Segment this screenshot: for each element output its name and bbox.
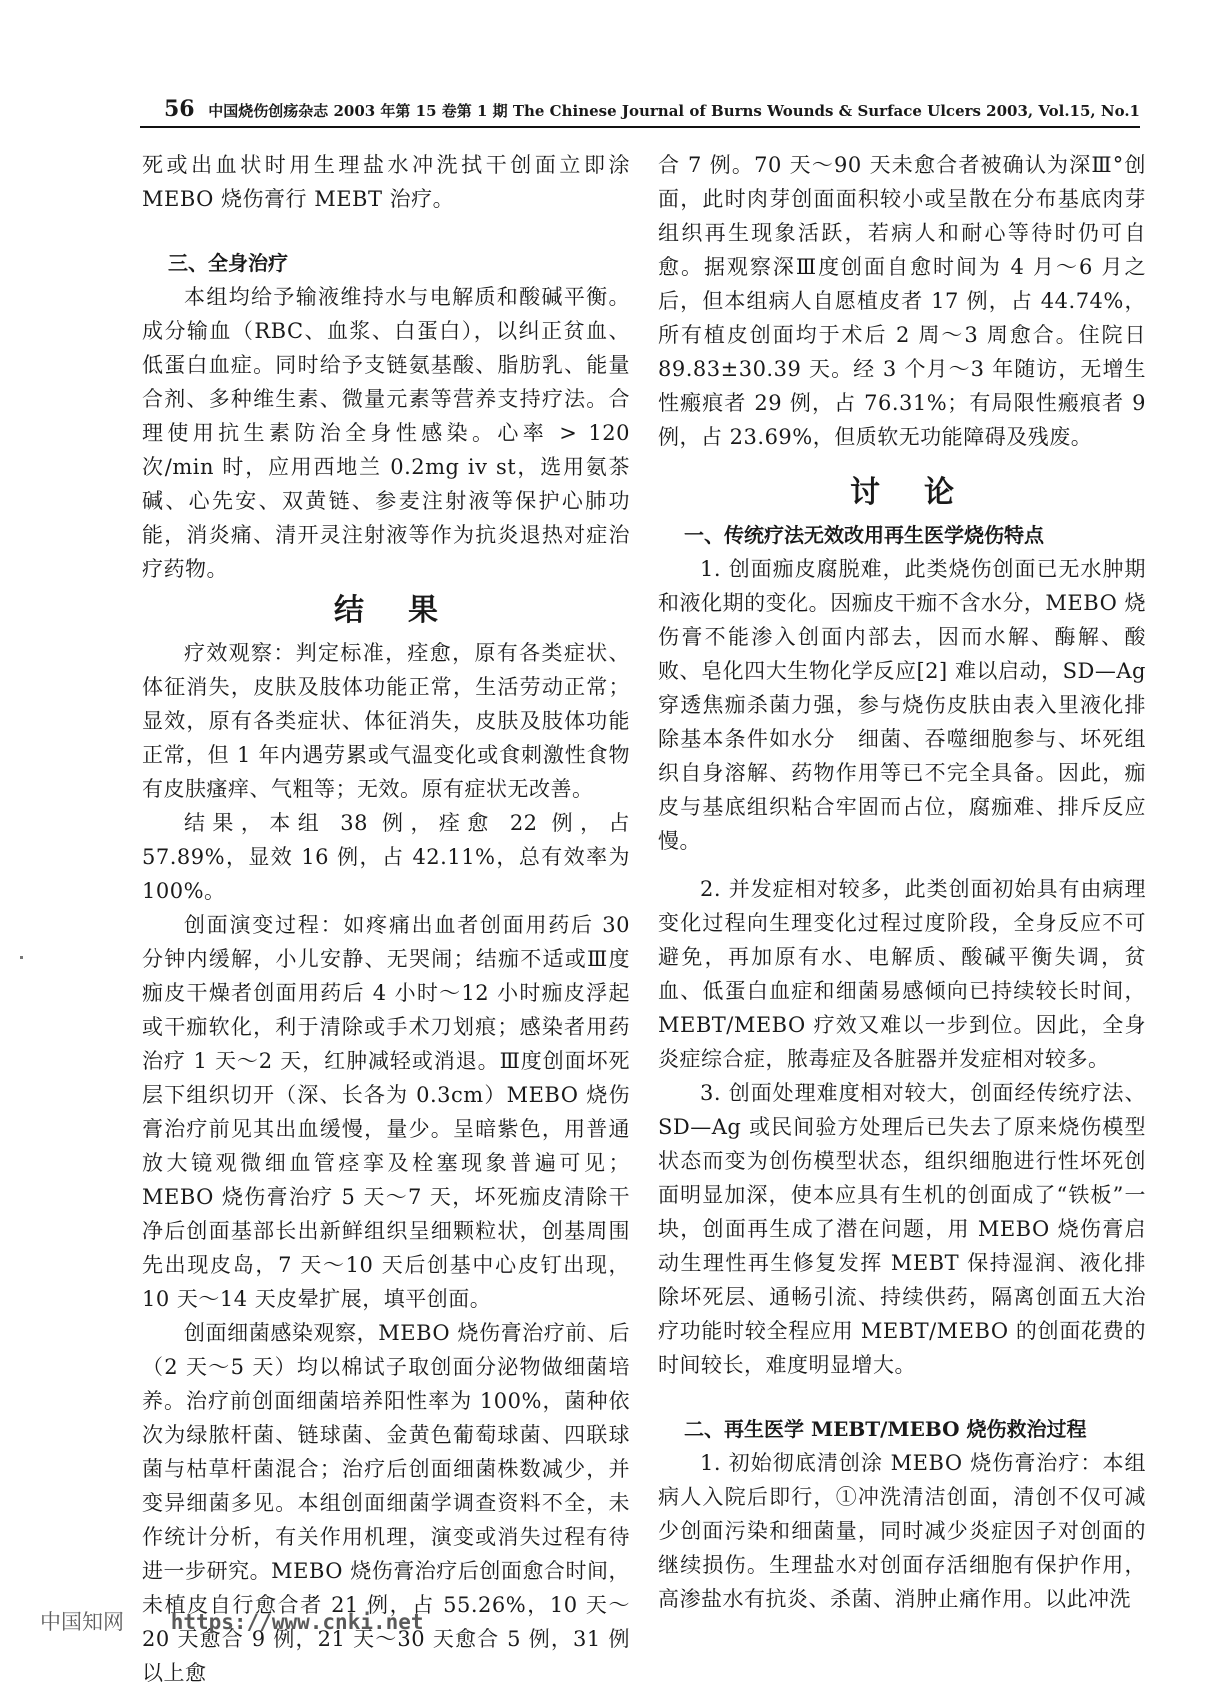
paragraph-discussion-1: 1. 创面痂皮腐脱难，此类烧伤创面已无水肿期和液化期的变化。因痂皮干痂不含水分，MEBO 烧伤膏不能渗入创面内部去，因而水解、酶解、酸败、皂化四大生物化学反应[2] 难以启动，SD—Ag 穿透焦痂杀菌力强，参与烧伤皮肤由表入里液化排除基本条件如水分 细菌、吞噬细胞参与、坏死组织自身溶解、药物作用等已不完全具备。因此，痂皮与基底组织粘合牢固而占位，腐痂难、排斥反应慢。 (658, 557, 1146, 853)
heading-discussion: 讨论 (850, 475, 998, 510)
paragraph-healing-continued: 合 7 例。70 天～90 天未愈合者被确认为深Ⅲ°创面，此时肉芽创面面积较小或呈散在分布基底肉芽组织再生现象活跃，若病人和耐心等待时仍可自愈。据观察深Ⅲ度创面自愈时间为 4 月～6 月之后，但本组病人自愿植皮者 17 例，占 44.74%，所有植皮创面均于术后 2 周～3 周愈合。住院日 89.83±30.39 天。经 3 个月～3 年随访，无增生性瘢痕者 29 例，占 76.31%；有局限性瘢痕者 9 例，占 23.69%，但质软无功能障碍及残废。 (658, 153, 1146, 449)
heading-results: 结果 (334, 593, 482, 628)
site-name: 中国知网 (40, 1610, 124, 1634)
right-column (658, 148, 1146, 1616)
paragraph-discussion-2: 2. 并发症相对较多，此类创面初始具有由病理变化过程向生理变化过程过度阶段，全身反应不可避免，再加原有水、电解质、酸碱平衡失调，贫血、低蛋白血症和细菌易感倾向已持续较长时间，MEBT/MEBO 疗效又难以一步到位。因此，全身炎症综合症，脓毒症及各脏器并发症相对较多。 (658, 877, 1146, 1071)
margin-mark (20, 956, 23, 959)
running-header (140, 96, 1140, 128)
paragraph-efficacy-criteria: 疗效观察：判定标准，痊愈，原有各类症状、体征消失，皮肤及肢体功能正常，生活劳动正常；显效，原有各类症状、体征消失，皮肤及肢体功能正常，但 1 年内遇劳累或气温变化或食刺激性食物有皮肤瘙痒、气粗等；无效。原有症状无改善。 (142, 641, 630, 801)
paragraph-discussion-3: 3. 创面处理难度相对较大，创面经传统疗法、SD—Ag 或民间验方处理后已失去了原来烧伤模型状态而变为创伤模型状态，组织细胞进行性坏死创面明显加深，使本应具有生机的创面成了“铁板”一块，创面再生成了潜在问题，用 MEBO 烧伤膏启动生理性再生修复发挥 MEBT 保持湿润、液化排除坏死层、通畅引流、持续供药，隔离创面五大治疗功能时较全程应用 MEBT/MEBO 的创面花费的时间较长，难度明显增大。 (658, 1081, 1146, 1377)
paragraph-systemic-treatment: 本组均给予输液维持水与电解质和酸碱平衡。成分输血（RBC、血浆、白蛋白），以纠正贫血、低蛋白血症。同时给予支链氨基酸、脂肪乳、能量合剂、多种维生素、微量元素等营养支持疗法。合理使用抗生素防治全身性感染。心率 > 120 次/min 时，应用西地兰 0.2mg iv st，选用氨茶碱、心先安、双黄链、参麦注射液等保护心肺功能，消炎痛、清开灵注射液等作为抗炎退热对症治疗药物。 (142, 285, 630, 581)
journal-running-head: 中国烧伤创疡杂志 2003 年第 15 卷第 1 期 The Chinese Journal of Burns Wounds & Surface Ulcers 2003, Vol.15, No.1 (208, 102, 1140, 120)
site-url: https://www.cnki.net (170, 1610, 424, 1634)
watermark-footer (40, 1606, 424, 1636)
paragraph-bacterial-infection: 创面细菌感染观察，MEBO 烧伤膏治疗前、后（2 天～5 天）均以棉试子取创面分泌物做细菌培养。治疗前创面细菌培养阳性率为 100%，菌种依次为绿脓杆菌、链球菌、金黄色葡萄球菌、四联球菌与枯草杆菌混合；治疗后创面细菌株数减少，并变异细菌多见。本组创面细菌学调查资料不全，未作统计分析，有关作用机理，演变或消失过程有待进一步研究。MEBO 烧伤膏治疗后创面愈合时间，未植皮自行愈合者 21 例，占 55.26%，10 天～20 天愈合 9 例，21 天～30 天愈合 5 例，31 例以上愈 (142, 1321, 630, 1685)
paragraph-wound-evolution: 创面演变过程：如疼痛出血者创面用药后 30 分钟内缓解，小儿安静、无哭闹；结痂不适或Ⅲ度痂皮干燥者创面用药后 4 小时～12 小时痂皮浮起或干痂软化，利于清除或手术刀划痕；感染者用药治疗 1 天～2 天，红肿减轻或消退。Ⅲ度创面坏死层下组织切开（深、长各为 0.3cm）MEBO 烧伤膏治疗前见其出血缓慢，量少。呈暗紫色，用普通放大镜观微细血管痉挛及栓塞现象普遍可见；MEBO 烧伤膏治疗 5 天～7 天，坏死痂皮清除干净后创面基部长出新鲜组织呈细颗粒状，创基周围先出现皮岛，7 天～10 天后创基中心皮钉出现，10 天～14 天皮晕扩展，填平创面。 (142, 913, 630, 1311)
paragraph-regenerative-1: 1. 初始彻底清创涂 MEBO 烧伤膏治疗：本组病人入院后即行，①冲洗清洁创面，清创不仅可减少创面污染和细菌量，同时减少炎症因子对创面的继续损伤。生理盐水对创面存活细胞有保护作用，高渗盐水有抗炎、杀菌、消肿止痛作用。以此冲洗 (658, 1451, 1146, 1611)
left-column (142, 148, 630, 1690)
heading-systemic-treatment: 三、全身治疗 (168, 251, 288, 275)
heading-regenerative-treatment: 二、再生医学 MEBT/MEBO 烧伤救治过程 (684, 1417, 1087, 1441)
heading-traditional-therapy: 一、传统疗法无效改用再生医学烧伤特点 (684, 523, 1044, 547)
page-number: 56 (164, 96, 195, 122)
paragraph-method-continued: 死或出血状时用生理盐水冲洗拭干创面立即涂 MEBO 烧伤膏行 MEBT 治疗。 (142, 153, 630, 211)
paragraph-results-summary: 结果，本组 38 例，痊愈 22 例，占 57.89%，显效 16 例，占 42.11%，总有效率为 100%。 (142, 811, 630, 903)
